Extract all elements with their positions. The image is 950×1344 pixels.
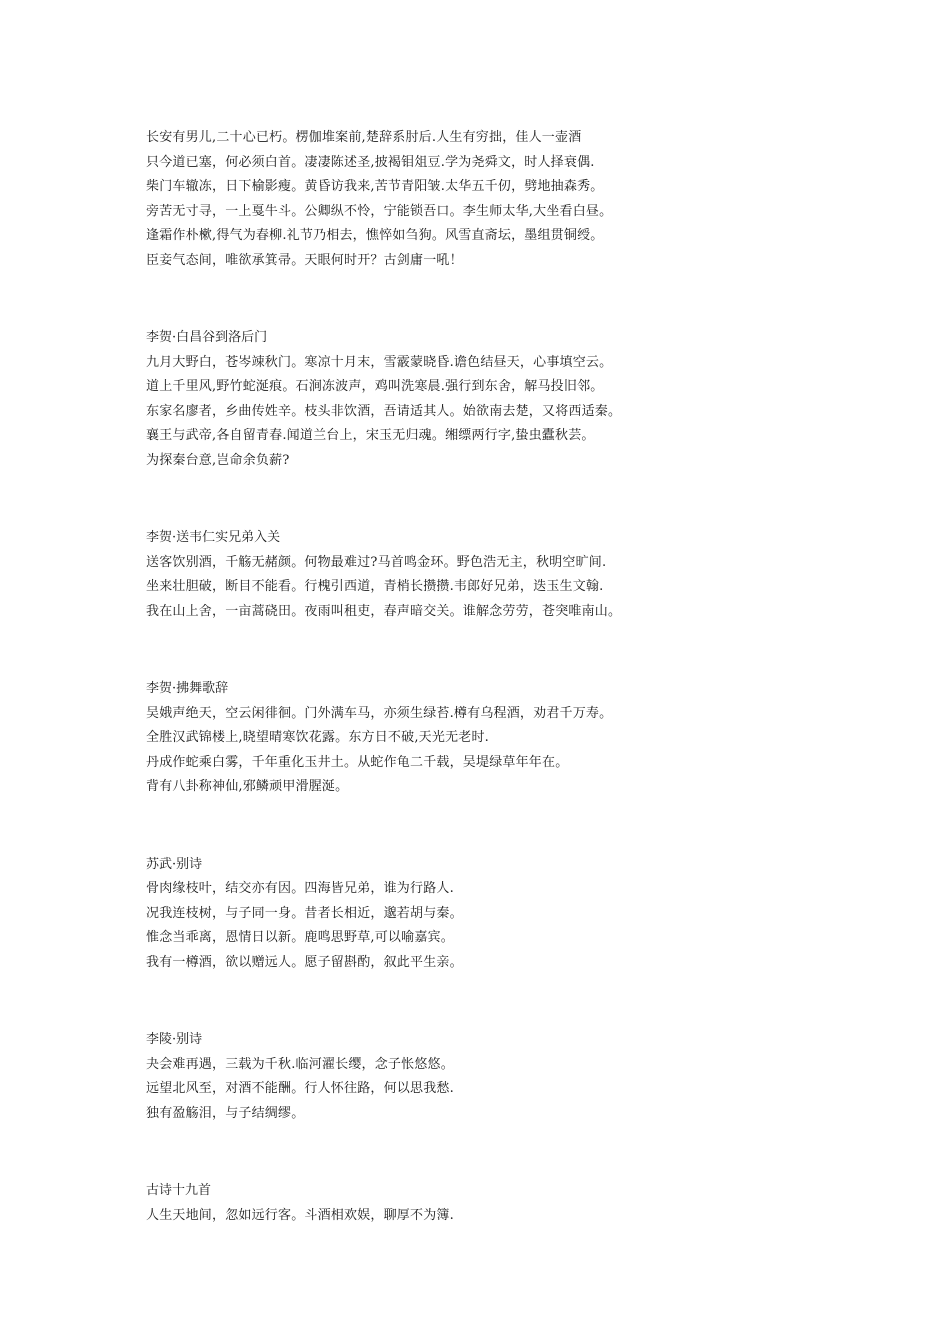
poem-section-2 [146, 326, 866, 473]
poem-line: 全胜汉武锦楼上,晓望晴寒饮花露。东方日不破,天光无老时. [146, 730, 489, 745]
poem-line: 背有八卦称神仙,邪鳞顽甲滑腥涎。 [146, 779, 349, 794]
poem-title: 李贺·白昌谷到洛后门 [146, 330, 268, 345]
poem-title: 苏武·别诗 [146, 856, 203, 872]
poem-section-5 [146, 853, 866, 976]
poem-title: 李贺·送韦仁实兄弟入关 [146, 530, 281, 545]
poem-section-4 [146, 677, 866, 800]
document-page [146, 126, 866, 1228]
poem-section-7 [146, 1179, 866, 1228]
poem-line: 我在山上舍，一亩蒿硗田。夜雨叫租吏，春声暗交关。谁解念劳劳，苍突唯南山。 [146, 603, 622, 619]
poem-line: 东家名廖者，乡曲传姓辛。枝头非饮酒，吾请适其人。始欲南去楚，又将西适秦。 [146, 403, 622, 419]
poem-line: 旁苦无寸寻，一上戛牛斗。公卿纵不怜，宁能锁吾口。李生师太华,大坐看白昼。 [146, 203, 613, 219]
poem-title: 李陵·别诗 [146, 1032, 203, 1047]
poem-line: 丹成作蛇乘白雾，千年重化玉井土。从蛇作龟二千载，吴堤绿草年年在。 [146, 754, 569, 770]
poem-line: 只今道已塞，何必须白首。凄凄陈述圣,披褐钼俎豆.学为尧舜文，时人择衰偶. [146, 154, 595, 170]
poem-line: 人生天地间，忽如远行客。斗酒相欢娱，聊厚不为簿. [146, 1207, 454, 1223]
poem-line: 送客饮别酒，千觞无赭颜。何物最难过?马首鸣金环。野色浩无主，秋明空旷间. [146, 554, 607, 570]
poem-line: 夬会难再遇，三载为千秋.临河濯长缨，念子怅悠悠。 [146, 1056, 454, 1072]
poem-line: 柴门车辙冻，日下榆影瘦。黄昏访我来,苦节青阳皱.太华五千仞，劈地抽森秀。 [146, 179, 604, 194]
poem-line: 我有一樽酒，欲以赠远人。愿子留斟酌，叙此平生亲。 [146, 954, 463, 970]
poem-line: 独有盈觞泪，与子结绸缪。 [146, 1105, 305, 1121]
poem-line: 为探秦台意,岂命余负薪? [146, 452, 290, 468]
poem-line: 九月大野白，苍岑竦秋门。寒凉十月末，雪霰蒙晓昏.谵色结昼天，心事填空云。 [146, 354, 613, 370]
poem-line: 襄王与武帝,各自留青春.闻道兰台上，宋玉无归魂。缃缥两行字,蛰虫蠹秋芸。 [146, 428, 595, 443]
poem-line: 逢霜作朴樕,得气为春柳.礼节乃相去，憔悴如刍狗。风雪直斋坛，墨组贯铜绶。 [146, 228, 604, 243]
poem-line: 长安有男儿,二十心已朽。楞伽堆案前,楚辞系肘后.人生有穷拙，佳人一壶酒 [146, 130, 582, 145]
poem-title: 古诗十九首 [146, 1183, 212, 1198]
poem-line: 远望北风至，对酒不能酬。行人怀往路，何以思我愁. [146, 1081, 454, 1096]
poem-section-6 [146, 1028, 866, 1126]
poem-line: 骨肉缘枝叶，结交亦有因。四海皆兄弟，谁为行路人. [146, 881, 454, 896]
poem-line: 况我连枝树，与子同一身。昔者长相近，邈若胡与秦。 [146, 905, 463, 921]
poem-line: 坐来壮胆破，断目不能看。行槐引西道，青梢长攒攒.韦郎好兄弟，迭玉生文翰. [146, 579, 604, 594]
poem-line: 吴娥声绝天，空云闲徘徊。门外满车马，亦须生绿苔.樽有乌程酒，劝君千万寿。 [146, 705, 613, 721]
poem-line: 臣妾气态间，唯欲承箕帚。天眼何时开？古剑庸一吼！ [146, 252, 463, 268]
poem-line: 惟念当乖离，恩情日以新。鹿鸣思野草,可以喻嘉宾。 [146, 930, 454, 945]
poem-section-3 [146, 526, 866, 624]
poem-section-1 [146, 126, 866, 273]
poem-line: 道上千里风,野竹蛇涎痕。石涧冻波声，鸡叫洗寒晨.强行到东舍，解马投旧邻。 [146, 379, 604, 394]
poem-title: 李贺·拂舞歌辞 [146, 681, 229, 696]
